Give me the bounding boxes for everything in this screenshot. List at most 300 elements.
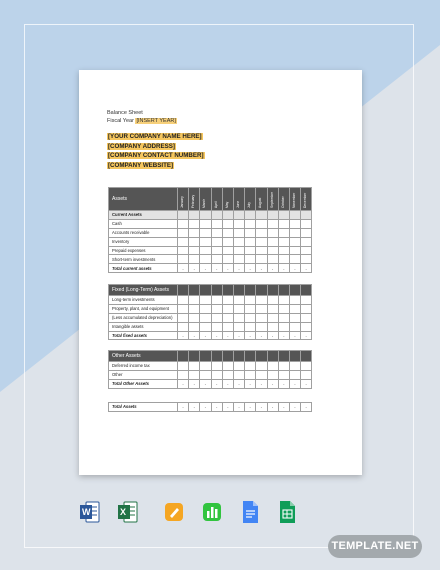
table-header-row [109, 285, 312, 296]
total-value-cell: - [301, 379, 312, 388]
value-cell[interactable] [301, 296, 312, 305]
value-cell[interactable] [267, 228, 278, 237]
total-value-cell: - [278, 379, 289, 388]
subheader-label: Current Assets [109, 211, 178, 220]
total-value-cell: - [222, 331, 233, 340]
value-cell[interactable] [267, 370, 278, 379]
row-label: Short-term investments [109, 255, 178, 264]
value-cell[interactable] [200, 296, 211, 305]
value-cell[interactable] [245, 237, 256, 246]
fiscal-year-line [107, 118, 177, 124]
value-cell[interactable] [256, 322, 267, 331]
value-cell[interactable] [211, 313, 222, 322]
month-header-label: March [202, 198, 207, 208]
value-cell[interactable] [189, 322, 200, 331]
value-cell[interactable] [278, 362, 289, 371]
month-header-cell [178, 351, 189, 362]
company-address[interactable]: [COMPANY ADDRESS] [108, 142, 175, 150]
month-header-label: April [213, 201, 218, 208]
value-cell[interactable] [267, 362, 278, 371]
table-header-label: Fixed (Long-Term) Assets [109, 285, 178, 296]
value-cell[interactable] [189, 219, 200, 228]
month-header-cell [267, 285, 278, 296]
month-header-cell [189, 351, 200, 362]
table-row [109, 255, 312, 264]
table-header-row [109, 188, 312, 211]
value-cell[interactable] [200, 228, 211, 237]
value-cell[interactable] [289, 370, 300, 379]
value-cell[interactable] [256, 313, 267, 322]
total-value-cell: - [256, 379, 267, 388]
month-header-cell [267, 188, 278, 211]
value-cell[interactable] [189, 246, 200, 255]
row-label: Long-term investments [109, 296, 178, 305]
value-cell[interactable] [301, 219, 312, 228]
value-cell[interactable] [301, 304, 312, 313]
month-header-cell [289, 351, 300, 362]
value-cell[interactable] [267, 304, 278, 313]
value-cell[interactable] [278, 296, 289, 305]
row-label: Deferred income tax [109, 362, 178, 371]
month-header-cell [289, 188, 300, 211]
excel-icon[interactable] [118, 500, 138, 524]
total-value-cell: - [233, 264, 244, 273]
subheader-cell [222, 211, 233, 220]
total-value-cell: - [222, 379, 233, 388]
total-value-cell: - [301, 331, 312, 340]
word-icon[interactable] [80, 500, 100, 524]
value-cell[interactable] [289, 237, 300, 246]
total-label: Total current assets [109, 264, 178, 273]
value-cell[interactable] [178, 322, 189, 331]
month-header-cell [301, 351, 312, 362]
value-cell[interactable] [211, 304, 222, 313]
value-cell[interactable] [245, 322, 256, 331]
table-row [109, 304, 312, 313]
row-label: Prepaid expenses [109, 246, 178, 255]
month-header-cell [233, 285, 244, 296]
total-value-cell: - [289, 264, 300, 273]
value-cell[interactable] [211, 255, 222, 264]
total-label: Total fixed assets [109, 331, 178, 340]
value-cell[interactable] [189, 362, 200, 371]
month-header-cell [222, 188, 233, 211]
value-cell[interactable] [200, 313, 211, 322]
month-header-cell [233, 188, 244, 211]
total-value-cell: - [211, 379, 222, 388]
month-header-label: October [280, 196, 285, 208]
total-value-cell: - [301, 264, 312, 273]
total-value-cell: - [211, 403, 222, 412]
subheader-cell [233, 211, 244, 220]
fiscal-year-label: Fiscal Year [107, 118, 134, 124]
pages-icon[interactable] [164, 500, 184, 524]
value-cell[interactable] [278, 313, 289, 322]
total-value-cell: - [267, 379, 278, 388]
table-row [109, 296, 312, 305]
value-cell[interactable] [289, 219, 300, 228]
total-value-cell: - [178, 379, 189, 388]
month-header-cell [211, 351, 222, 362]
month-header-cell [245, 285, 256, 296]
total-value-cell: - [233, 403, 244, 412]
value-cell[interactable] [178, 362, 189, 371]
company-info [107, 132, 205, 170]
document-page [79, 70, 362, 475]
value-cell[interactable] [189, 228, 200, 237]
month-header-label: February [191, 194, 196, 208]
value-cell[interactable] [289, 228, 300, 237]
excel-letter: X [120, 507, 127, 517]
total-value-cell: - [200, 331, 211, 340]
total-value-cell: - [178, 264, 189, 273]
month-header-cell [278, 351, 289, 362]
total-value-cell: - [189, 331, 200, 340]
value-cell[interactable] [301, 228, 312, 237]
table-row [109, 370, 312, 379]
value-cell[interactable] [200, 237, 211, 246]
subheader-cell [189, 211, 200, 220]
month-header-cell [256, 285, 267, 296]
month-header-cell [301, 188, 312, 211]
value-cell[interactable] [189, 255, 200, 264]
value-cell[interactable] [178, 228, 189, 237]
total-row [109, 379, 312, 388]
month-header-cell [267, 351, 278, 362]
row-label: Accounts receivable [109, 228, 178, 237]
other-assets-table [108, 350, 312, 389]
value-cell[interactable] [200, 362, 211, 371]
value-cell[interactable] [233, 362, 244, 371]
value-cell[interactable] [178, 296, 189, 305]
total-value-cell: - [245, 331, 256, 340]
value-cell[interactable] [200, 246, 211, 255]
total-value-cell: - [289, 331, 300, 340]
value-cell[interactable] [267, 237, 278, 246]
value-cell[interactable] [222, 313, 233, 322]
month-header-cell [222, 285, 233, 296]
value-cell[interactable] [189, 313, 200, 322]
word-letter: W [82, 507, 91, 517]
value-cell[interactable] [211, 228, 222, 237]
month-header-label: November [291, 192, 296, 208]
month-header-cell [200, 188, 211, 211]
value-cell[interactable] [233, 228, 244, 237]
total-value-cell: - [289, 379, 300, 388]
value-cell[interactable] [256, 228, 267, 237]
value-cell[interactable] [245, 228, 256, 237]
value-cell[interactable] [233, 237, 244, 246]
month-header-label: December [303, 192, 308, 208]
total-value-cell: - [278, 264, 289, 273]
value-cell[interactable] [245, 296, 256, 305]
table-header-row [109, 351, 312, 362]
value-cell[interactable] [233, 246, 244, 255]
month-header-cell [200, 351, 211, 362]
subheader-cell [245, 211, 256, 220]
subheader-cell [267, 211, 278, 220]
value-cell[interactable] [233, 304, 244, 313]
table-row [109, 362, 312, 371]
value-cell[interactable] [200, 219, 211, 228]
value-cell[interactable] [245, 362, 256, 371]
value-cell[interactable] [222, 219, 233, 228]
current-assets-table [108, 187, 312, 273]
table-row [109, 322, 312, 331]
value-cell[interactable] [301, 237, 312, 246]
month-header-label: July [247, 202, 252, 208]
numbers-icon[interactable] [202, 500, 222, 524]
value-cell[interactable] [301, 370, 312, 379]
value-cell[interactable] [267, 255, 278, 264]
value-cell[interactable] [289, 255, 300, 264]
value-cell[interactable] [267, 296, 278, 305]
month-header-cell [245, 351, 256, 362]
month-header-label: September [269, 191, 274, 208]
subheader-cell [178, 211, 189, 220]
total-label: Total Assets [109, 403, 178, 412]
value-cell[interactable] [222, 362, 233, 371]
subheader-row [109, 211, 312, 220]
value-cell[interactable] [211, 296, 222, 305]
subheader-cell [200, 211, 211, 220]
value-cell[interactable] [178, 304, 189, 313]
company-website[interactable]: [COMPANY WEBSITE] [108, 161, 174, 169]
total-value-cell: - [278, 331, 289, 340]
total-value-cell: - [189, 403, 200, 412]
total-value-cell: - [211, 331, 222, 340]
total-value-cell: - [267, 264, 278, 273]
value-cell[interactable] [256, 304, 267, 313]
table-header-label: Other Assets [109, 351, 178, 362]
total-value-cell: - [211, 264, 222, 273]
value-cell[interactable] [211, 362, 222, 371]
value-cell[interactable] [222, 370, 233, 379]
value-cell[interactable] [233, 219, 244, 228]
fiscal-year-placeholder[interactable]: [INSERT YEAR] [136, 118, 176, 124]
value-cell[interactable] [200, 370, 211, 379]
google-docs-icon[interactable] [240, 500, 260, 524]
value-cell[interactable] [278, 237, 289, 246]
subheader-cell [301, 211, 312, 220]
row-label: Property, plant, and equipment [109, 304, 178, 313]
value-cell[interactable] [289, 304, 300, 313]
total-value-cell: - [289, 403, 300, 412]
value-cell[interactable] [222, 246, 233, 255]
total-value-cell: - [189, 379, 200, 388]
row-label: Intangible assets [109, 322, 178, 331]
total-value-cell: - [222, 264, 233, 273]
subheader-cell [278, 211, 289, 220]
month-header-cell [301, 285, 312, 296]
total-row [109, 264, 312, 273]
table-row [109, 237, 312, 246]
value-cell[interactable] [267, 313, 278, 322]
fixed-assets-table [108, 284, 312, 340]
subheader-cell [289, 211, 300, 220]
month-header-cell [189, 188, 200, 211]
value-cell[interactable] [267, 219, 278, 228]
value-cell[interactable] [178, 219, 189, 228]
value-cell[interactable] [178, 255, 189, 264]
month-header-cell [289, 285, 300, 296]
row-label: Cash [109, 219, 178, 228]
month-header-cell [256, 351, 267, 362]
value-cell[interactable] [222, 304, 233, 313]
total-value-cell: - [256, 403, 267, 412]
value-cell[interactable] [278, 246, 289, 255]
document-title: Balance Sheet [107, 110, 143, 116]
subheader-cell [256, 211, 267, 220]
month-header-label: June [235, 200, 240, 208]
row-label: Other [109, 370, 178, 379]
value-cell[interactable] [267, 322, 278, 331]
value-cell[interactable] [289, 313, 300, 322]
month-header-cell [233, 351, 244, 362]
value-cell[interactable] [256, 237, 267, 246]
total-value-cell: - [189, 264, 200, 273]
total-row [109, 403, 312, 412]
table-row [109, 228, 312, 237]
value-cell[interactable] [222, 322, 233, 331]
value-cell[interactable] [278, 219, 289, 228]
value-cell[interactable] [256, 370, 267, 379]
table-row [109, 246, 312, 255]
total-value-cell: - [222, 403, 233, 412]
value-cell[interactable] [233, 255, 244, 264]
value-cell[interactable] [289, 362, 300, 371]
value-cell[interactable] [301, 246, 312, 255]
table-row [109, 313, 312, 322]
month-header-cell [211, 285, 222, 296]
total-label: Total Other Assets [109, 379, 178, 388]
month-header-cell [178, 188, 189, 211]
total-value-cell: - [256, 264, 267, 273]
value-cell[interactable] [178, 237, 189, 246]
value-cell[interactable] [278, 228, 289, 237]
subheader-cell [211, 211, 222, 220]
value-cell[interactable] [222, 255, 233, 264]
value-cell[interactable] [267, 246, 278, 255]
month-header-cell [200, 285, 211, 296]
total-value-cell: - [200, 264, 211, 273]
total-value-cell: - [178, 331, 189, 340]
value-cell[interactable] [289, 246, 300, 255]
total-assets-table [108, 402, 312, 412]
total-value-cell: - [200, 403, 211, 412]
value-cell[interactable] [289, 296, 300, 305]
table-row [109, 219, 312, 228]
total-value-cell: - [278, 403, 289, 412]
value-cell[interactable] [211, 219, 222, 228]
value-cell[interactable] [233, 322, 244, 331]
value-cell[interactable] [256, 246, 267, 255]
month-header-cell [278, 188, 289, 211]
value-cell[interactable] [245, 370, 256, 379]
value-cell[interactable] [200, 255, 211, 264]
value-cell[interactable] [222, 237, 233, 246]
value-cell[interactable] [211, 246, 222, 255]
value-cell[interactable] [189, 237, 200, 246]
value-cell[interactable] [301, 255, 312, 264]
total-value-cell: - [233, 379, 244, 388]
value-cell[interactable] [301, 362, 312, 371]
total-value-cell: - [245, 264, 256, 273]
value-cell[interactable] [245, 313, 256, 322]
value-cell[interactable] [301, 313, 312, 322]
value-cell[interactable] [245, 246, 256, 255]
total-value-cell: - [233, 331, 244, 340]
total-value-cell: - [301, 403, 312, 412]
value-cell[interactable] [245, 304, 256, 313]
month-header-cell [189, 285, 200, 296]
total-value-cell: - [178, 403, 189, 412]
value-cell[interactable] [178, 370, 189, 379]
template-net-logo[interactable]: TEMPLATE.NET [328, 535, 422, 558]
value-cell[interactable] [301, 322, 312, 331]
value-cell[interactable] [289, 322, 300, 331]
value-cell[interactable] [211, 237, 222, 246]
month-header-cell [245, 188, 256, 211]
value-cell[interactable] [278, 255, 289, 264]
row-label: (Less accumulated depreciation) [109, 313, 178, 322]
value-cell[interactable] [278, 304, 289, 313]
total-value-cell: - [256, 331, 267, 340]
value-cell[interactable] [245, 255, 256, 264]
value-cell[interactable] [256, 255, 267, 264]
google-sheets-icon[interactable] [277, 500, 297, 524]
value-cell[interactable] [278, 322, 289, 331]
month-header-cell [211, 188, 222, 211]
value-cell[interactable] [200, 322, 211, 331]
value-cell[interactable] [189, 296, 200, 305]
company-name[interactable]: [YOUR COMPANY NAME HERE] [108, 133, 202, 140]
value-cell[interactable] [222, 228, 233, 237]
total-value-cell: - [245, 403, 256, 412]
value-cell[interactable] [233, 370, 244, 379]
value-cell[interactable] [256, 219, 267, 228]
month-header-cell [278, 285, 289, 296]
total-value-cell: - [200, 379, 211, 388]
value-cell[interactable] [178, 313, 189, 322]
month-header-label: August [258, 197, 263, 208]
value-cell[interactable] [245, 219, 256, 228]
total-row [109, 331, 312, 340]
value-cell[interactable] [189, 304, 200, 313]
month-header-cell [178, 285, 189, 296]
value-cell[interactable] [222, 296, 233, 305]
row-label: Inventory [109, 237, 178, 246]
month-header-cell [222, 351, 233, 362]
month-header-cell [256, 188, 267, 211]
value-cell[interactable] [256, 362, 267, 371]
value-cell[interactable] [189, 370, 200, 379]
month-header-label: May [224, 201, 229, 208]
value-cell[interactable] [178, 246, 189, 255]
value-cell[interactable] [211, 322, 222, 331]
value-cell[interactable] [256, 296, 267, 305]
table-header-label: Assets [109, 188, 178, 211]
value-cell[interactable] [211, 370, 222, 379]
value-cell[interactable] [233, 296, 244, 305]
value-cell[interactable] [200, 304, 211, 313]
value-cell[interactable] [278, 370, 289, 379]
value-cell[interactable] [233, 313, 244, 322]
total-value-cell: - [267, 403, 278, 412]
month-header-label: January [180, 196, 184, 208]
total-value-cell: - [267, 331, 278, 340]
company-contact-number[interactable]: [COMPANY CONTACT NUMBER] [108, 152, 204, 159]
